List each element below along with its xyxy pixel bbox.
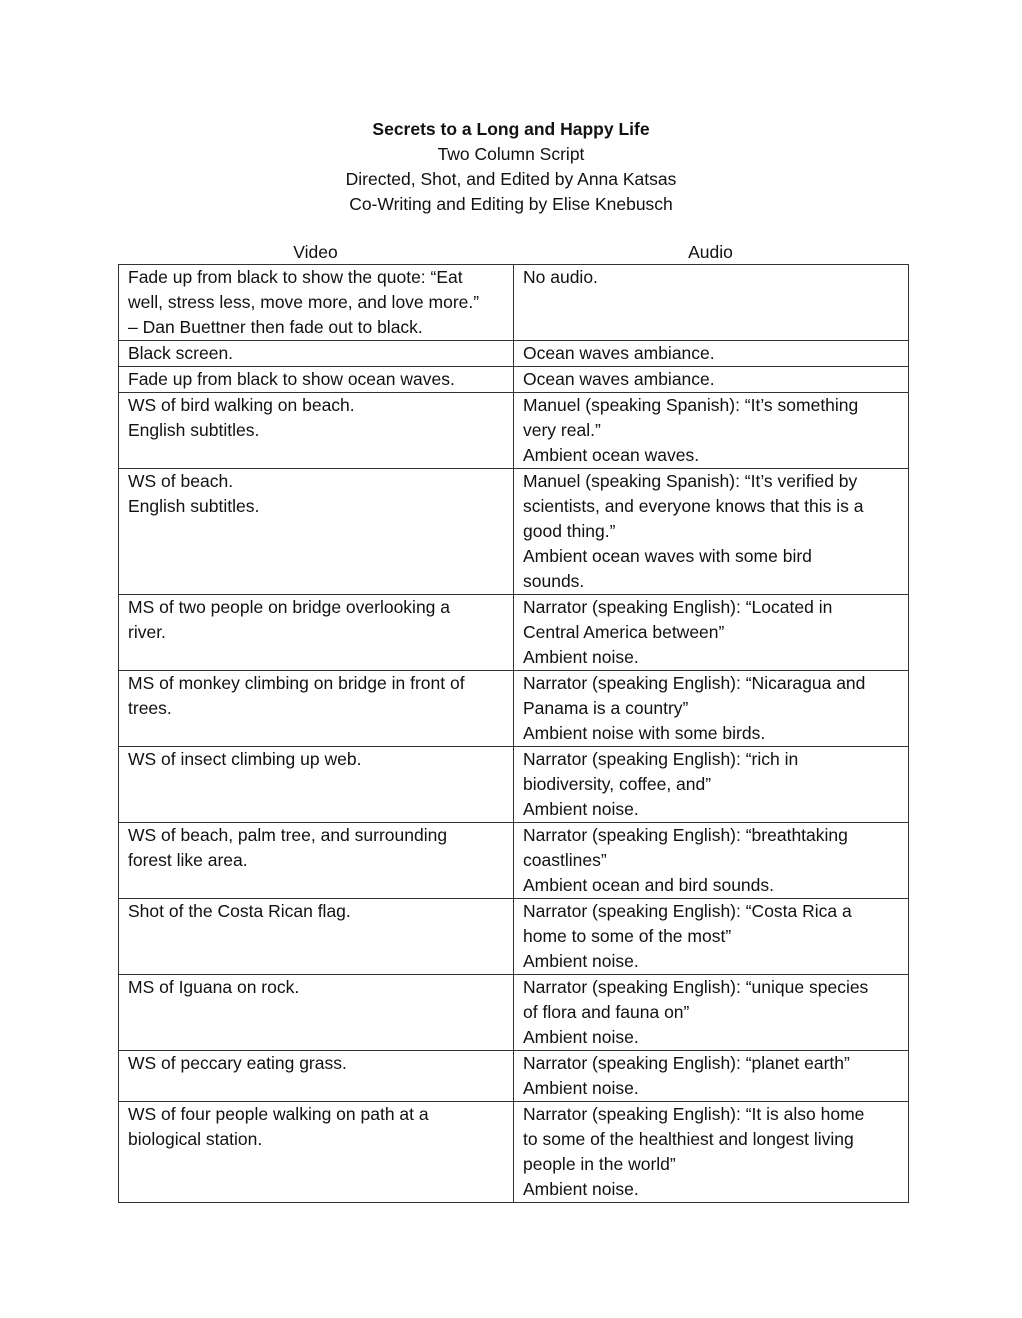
audio-cell: Narrator (speaking English): “Located in Central America between” Ambient noise. <box>514 595 909 671</box>
column-headers <box>118 240 908 264</box>
audio-cell: Narrator (speaking English): “Nicaragua and Panama is a country” Ambient noise with some birds. <box>514 671 909 747</box>
director-credit: Directed, Shot, and Edited by Anna Katsas <box>345 169 677 189</box>
audio-cell: Narrator (speaking English): “breathtaking coastlines” Ambient ocean and bird sounds. <box>514 823 909 899</box>
audio-cell: Manuel (speaking Spanish): “It’s something very real.” Ambient ocean waves. <box>514 393 909 469</box>
video-cell: WS of bird walking on beach. English subtitles. <box>119 393 514 469</box>
table-row <box>119 1102 909 1203</box>
audio-cell: Ocean waves ambiance. <box>514 341 909 367</box>
audio-column-header: Audio <box>688 242 733 262</box>
table-row <box>119 1051 909 1102</box>
video-cell: WS of beach. English subtitles. <box>119 469 514 595</box>
audio-cell: Manuel (speaking Spanish): “It’s verified by scientists, and everyone knows that this is a good thing.” Ambient ocean waves with some bird sounds. <box>514 469 909 595</box>
table-row <box>119 747 909 823</box>
video-cell: Fade up from black to show the quote: “Eat well, stress less, move more, and love more.” – Dan Buettner then fade out to black. <box>119 265 514 341</box>
video-cell: Shot of the Costa Rican flag. <box>119 899 514 975</box>
script-header <box>0 117 1022 217</box>
audio-cell: Narrator (speaking English): “It is also home to some of the healthiest and longest living people in the world” Ambient noise. <box>514 1102 909 1203</box>
table-row <box>119 393 909 469</box>
audio-cell: Narrator (speaking English): “rich in biodiversity, coffee, and” Ambient noise. <box>514 747 909 823</box>
video-cell: MS of two people on bridge overlooking a river. <box>119 595 514 671</box>
video-cell: WS of beach, palm tree, and surrounding forest like area. <box>119 823 514 899</box>
video-cell: WS of peccary eating grass. <box>119 1051 514 1102</box>
audio-cell: Narrator (speaking English): “Costa Rica a home to some of the most” Ambient noise. <box>514 899 909 975</box>
table-row <box>119 595 909 671</box>
audio-cell: Narrator (speaking English): “unique species of flora and fauna on” Ambient noise. <box>514 975 909 1051</box>
video-cell: WS of four people walking on path at a biological station. <box>119 1102 514 1203</box>
video-cell: MS of Iguana on rock. <box>119 975 514 1051</box>
script-title: Secrets to a Long and Happy Life <box>372 119 650 139</box>
audio-cell: Narrator (speaking English): “planet earth” Ambient noise. <box>514 1051 909 1102</box>
audio-cell: Ocean waves ambiance. <box>514 367 909 393</box>
writer-credit: Co-Writing and Editing by Elise Knebusch <box>349 194 673 214</box>
video-cell: Black screen. <box>119 341 514 367</box>
table-row <box>119 671 909 747</box>
two-column-script-table <box>118 264 909 1203</box>
table-row <box>119 899 909 975</box>
table-row <box>119 975 909 1051</box>
script-subtitle: Two Column Script <box>437 144 585 164</box>
audio-cell: No audio. <box>514 265 909 341</box>
table-row <box>119 823 909 899</box>
table-row <box>119 469 909 595</box>
video-cell: Fade up from black to show ocean waves. <box>119 367 514 393</box>
table-row <box>119 265 909 341</box>
video-cell: WS of insect climbing up web. <box>119 747 514 823</box>
table-row <box>119 367 909 393</box>
video-cell: MS of monkey climbing on bridge in front of trees. <box>119 671 514 747</box>
video-column-header: Video <box>293 242 338 262</box>
table-row <box>119 341 909 367</box>
